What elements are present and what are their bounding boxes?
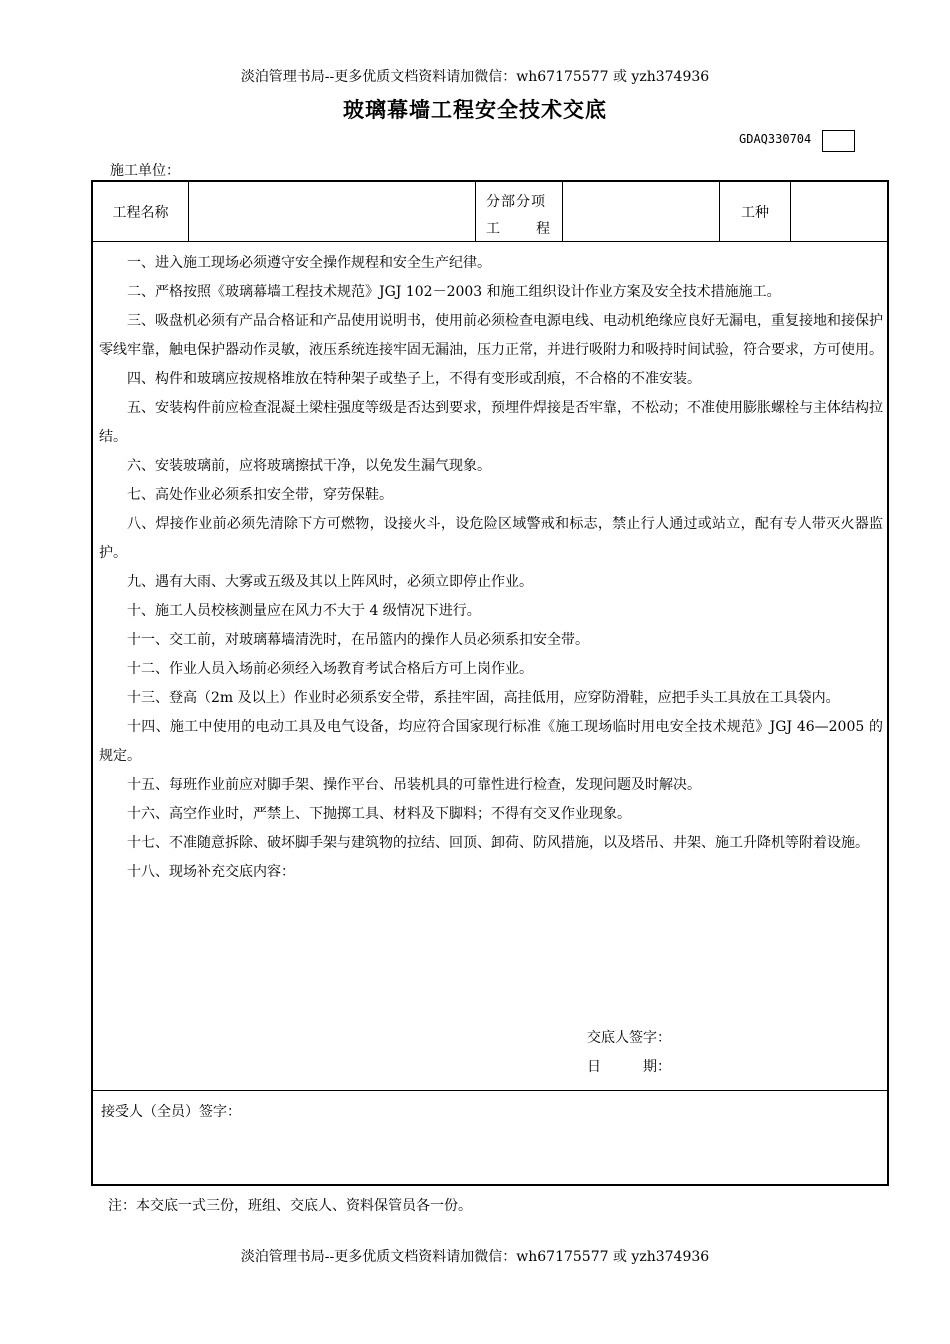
subproject-label-line2 — [486, 218, 550, 238]
safety-item: 十七、不准随意拆除、破坏脚手架与建筑物的拉结、回顶、卸荷、防风措施，以及塔吊、井架、施工升降机等附着设施。 — [127, 835, 869, 851]
safety-item: 十四、施工中使用的电动工具及电气设备，均应符合国家现行标准《施工现场临时用电安全技术规范》JGJ 46—2005 的规定。 — [99, 719, 883, 764]
footnote: 注：本交底一式三份，班组、交底人、资料保管员各一份。 — [108, 1198, 472, 1214]
safety-item: 一、进入施工现场必须遵守安全操作规程和安全生产纪律。 — [127, 255, 491, 271]
safety-item: 八、焊接作业前必须先清除下方可燃物，设接火斗，设危险区域警戒和标志，禁止行人通过或站立，配有专人带灭火器监护。 — [99, 516, 883, 561]
trade-value[interactable] — [791, 182, 887, 241]
safety-item: 十、施工人员校核测量应在风力不大于 4 级情况下进行。 — [127, 603, 481, 619]
safety-item: 七、高处作业必须系扣安全带，穿劳保鞋。 — [127, 487, 393, 503]
safety-item: 十六、高空作业时，严禁上、下抛掷工具、材料及下脚料；不得有交叉作业现象。 — [127, 806, 631, 822]
safety-item: 四、构件和玻璃应按规格堆放在特种架子或垫子上，不得有变形或刮痕，不合格的不准安装。 — [127, 371, 701, 387]
safety-item: 十八、现场补充交底内容： — [127, 864, 295, 880]
header-banner: 淡泊管理书局--更多优质文档资料请加微信：wh67175577 或 yzh374936 — [240, 69, 710, 85]
disclosure-content — [93, 241, 887, 1091]
safety-item: 三、吸盘机必须有产品合格证和产品使用说明书，使用前必须检查电源电线、电动机绝缘应良好无漏电，重复接地和接保护零线牢靠，触电保护器动作灵敏，液压系统连接牢固无漏油，压力正常，并进行吸附力和吸持时间试验，符合要求，方可使用。 — [99, 313, 883, 358]
project-name-label: 工程名称 — [93, 182, 189, 241]
discloser-signature-label: 交底人签字： — [587, 1030, 671, 1046]
safety-items-list — [99, 249, 883, 887]
form-header-row — [93, 182, 887, 242]
page-title: 玻璃幕墙工程安全技术交底 — [343, 98, 607, 122]
subproject-label — [476, 182, 563, 241]
construction-unit-label: 施工单位： — [110, 163, 180, 179]
subproject-label-char1: 工 — [486, 221, 500, 237]
project-name-value[interactable] — [189, 182, 476, 241]
footer-banner: 淡泊管理书局--更多优质文档资料请加微信：wh67175577 或 yzh374936 — [240, 1249, 710, 1265]
safety-item: 十二、作业人员入场前必须经入场教育考试合格后方可上岗作业。 — [127, 661, 533, 677]
code-suffix-box[interactable] — [822, 130, 855, 152]
subproject-label-line1: 分部分项 — [486, 194, 546, 210]
disclosure-form — [91, 180, 889, 1186]
safety-item: 六、安装玻璃前，应将玻璃擦拭干净，以免发生漏气现象。 — [127, 458, 491, 474]
subproject-value[interactable] — [563, 182, 720, 241]
safety-item: 十三、登高（2m 及以上）作业时必须系安全带，系挂牢固，高挂低用，应穿防滑鞋，应把手头工具放在工具袋内。 — [127, 690, 840, 706]
receiver-signature-label: 接受人（全员）签字： — [101, 1104, 241, 1120]
trade-label: 工种 — [720, 182, 791, 241]
safety-item: 二、严格按照《玻璃幕墙工程技术规范》JGJ 102－2003 和施工组织设计作业方案及安全技术措施施工。 — [127, 284, 781, 300]
safety-item: 十五、每班作业前应对脚手架、操作平台、吊装机具的可靠性进行检查，发现问题及时解决。 — [127, 777, 701, 793]
document-code: GDAQ330704 — [739, 132, 812, 146]
safety-item: 十一、交工前，对玻璃幕墙清洗时，在吊篮内的操作人员必须系扣安全带。 — [127, 632, 589, 648]
disclosure-date-label: 日 期： — [587, 1059, 671, 1075]
safety-item: 九、遇有大雨、大雾或五级及其以上阵风时，必须立即停止作业。 — [127, 574, 533, 590]
subproject-label-char2: 程 — [536, 221, 550, 237]
safety-item: 五、安装构件前应检查混凝土梁柱强度等级是否达到要求，预埋件焊接是否牢靠，不松动；不准使用膨胀螺栓与主体结构拉结。 — [99, 400, 883, 445]
